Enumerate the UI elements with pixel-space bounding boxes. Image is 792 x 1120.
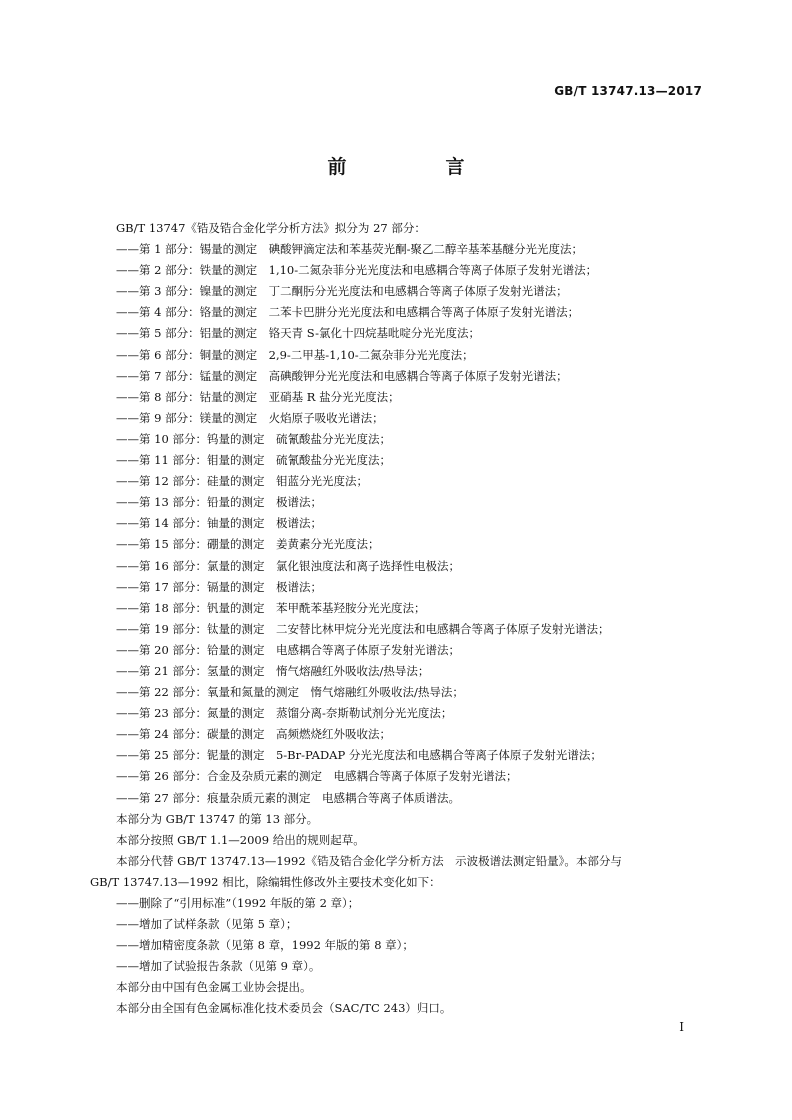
part-list-item: ——第 10 部分：钨量的测定 硫氰酸盐分光光度法；	[116, 431, 391, 446]
part-list-item: ——第 3 部分：镍量的测定 丁二酮肟分光光度法和电感耦合等离子体原子发射光谱法；	[116, 284, 568, 299]
part-list-item: ——第 6 部分：铜量的测定 2,9-二甲基-1,10-二氮杂菲分光光度法；	[116, 347, 474, 362]
part-list-item: ——第 13 部分：铅量的测定 极谱法；	[116, 495, 322, 510]
replaces-line-2: GB/T 13747.13—1992 相比，除编辑性修改外主要技术变化如下：	[90, 874, 441, 889]
part-list-item: ——第 18 部分：钒量的测定 苯甲酰苯基羟胺分光光度法；	[116, 600, 426, 615]
part-list-item: ——第 17 部分：镉量的测定 极谱法；	[116, 579, 322, 594]
part-list-item: ——第 15 部分：硼量的测定 姜黄素分光光度法；	[116, 537, 380, 552]
part-list-item: ——第 25 部分：铌量的测定 5-Br-PADAP 分光光度法和电感耦合等离子体原子发射光谱法；	[116, 748, 602, 763]
part-list-item: ——第 14 部分：铀量的测定 极谱法；	[116, 516, 322, 531]
part-list-item: ——第 9 部分：镁量的测定 火焰原子吸收光谱法；	[116, 410, 384, 425]
part-list-item: ——第 22 部分：氧量和氮量的测定 惰气熔融红外吸收法/热导法；	[116, 685, 464, 700]
part-list-item: ——第 23 部分：氮量的测定 蒸馏分离-奈斯勒试剂分光光度法；	[116, 706, 453, 721]
statement-rules: 本部分按照 GB/T 1.1—2009 给出的规则起草。	[116, 832, 365, 847]
change-list-item: ——增加精密度条款（见第 8 章，1992 年版的第 8 章）；	[116, 938, 414, 953]
jurisdiction: 本部分由全国有色金属标准化技术委员会（SAC/TC 243）归口。	[116, 1001, 452, 1016]
page-title: 前 言	[327, 156, 505, 178]
change-list-item: ——增加了试样条款（见第 5 章）；	[116, 917, 298, 932]
part-list-item: ——第 5 部分：铝量的测定 铬天青 S-氯化十四烷基吡啶分光光度法；	[116, 326, 480, 341]
part-list-item: ——第 26 部分：合金及杂质元素的测定 电感耦合等离子体原子发射光谱法；	[116, 769, 518, 784]
part-list-item: ——第 4 部分：铬量的测定 二苯卡巴肼分光光度法和电感耦合等离子体原子发射光谱法；	[116, 305, 580, 320]
part-list-item: ——第 2 部分：铁量的测定 1,10-二氮杂菲分光光度法和电感耦合等离子体原子发射光谱法；	[116, 263, 598, 278]
part-list-item: ——第 20 部分：铪量的测定 电感耦合等离子体原子发射光谱法；	[116, 642, 460, 657]
part-list-item: ——第 1 部分：锡量的测定 碘酸钾滴定法和苯基荧光酮-聚乙二醇辛基苯基醚分光光度法；	[116, 242, 584, 257]
part-list-item: ——第 11 部分：钼量的测定 硫氰酸盐分光光度法；	[116, 453, 391, 468]
part-list-item: ——第 8 部分：钴量的测定 亚硝基 R 盐分光光度法；	[116, 389, 400, 404]
parts-list	[90, 239, 702, 809]
intro-paragraph: GB/T 13747《锆及锆合金化学分析方法》拟分为 27 部分：	[116, 221, 426, 235]
standard-code: GB/T 13747.13—2017	[554, 84, 702, 98]
page-number: I	[679, 1020, 684, 1034]
part-list-item: ——第 21 部分：氢量的测定 惰气熔融红外吸收法/热导法；	[116, 663, 430, 678]
part-list-item: ——第 27 部分：痕量杂质元素的测定 电感耦合等离子体质谱法。	[116, 790, 460, 805]
proposed-by: 本部分由中国有色金属工业协会提出。	[116, 980, 312, 995]
part-list-item: ——第 16 部分：氯量的测定 氯化银浊度法和离子选择性电极法；	[116, 558, 460, 573]
statement-part: 本部分为 GB/T 13747 的第 13 部分。	[116, 811, 319, 826]
changes-list	[90, 893, 702, 977]
document-body	[90, 218, 702, 1020]
part-list-item: ——第 12 部分：硅量的测定 钼蓝分光光度法；	[116, 474, 368, 489]
part-list-item: ——第 24 部分：碳量的测定 高频燃烧红外吸收法；	[116, 727, 391, 742]
change-list-item: ——增加了试验报告条款（见第 9 章）。	[116, 959, 321, 974]
replaces-line-1: 本部分代替 GB/T 13747.13—1992《锆及锆合金化学分析方法 示波极谱法测定铅量》。本部分与	[116, 853, 622, 868]
change-list-item: ——删除了“引用标准”（1992 年版的第 2 章）；	[116, 896, 360, 910]
part-list-item: ——第 19 部分：钛量的测定 二安替比林甲烷分光光度法和电感耦合等离子体原子发射光谱法；	[116, 621, 610, 636]
part-list-item: ——第 7 部分：锰量的测定 高碘酸钾分光光度法和电感耦合等离子体原子发射光谱法；	[116, 368, 568, 383]
